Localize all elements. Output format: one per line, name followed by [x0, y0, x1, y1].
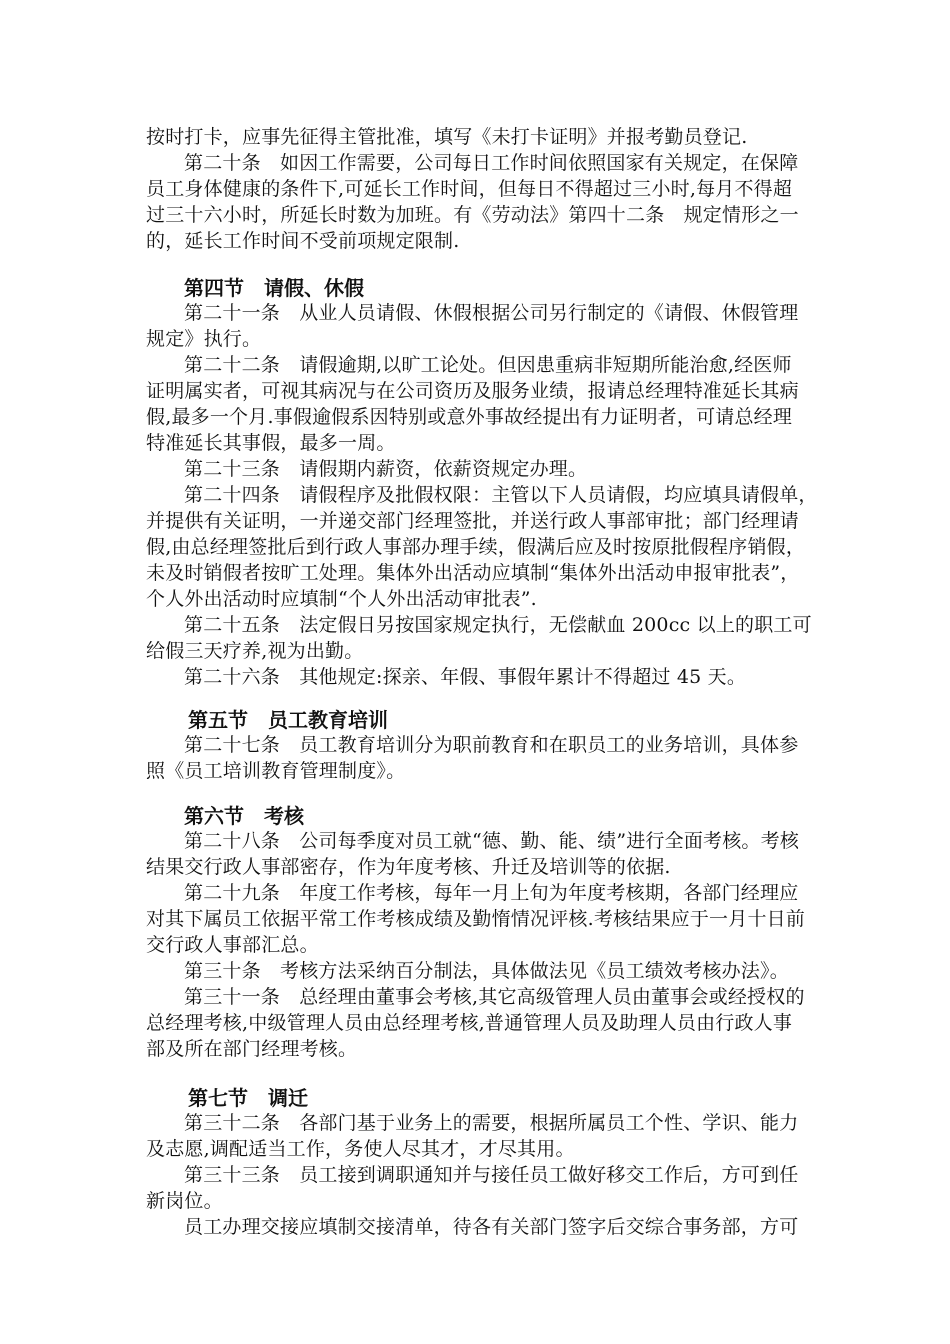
- article-26-line: 第二十六条 其他规定:探亲、年假、事假年累计不得超过 45 天。: [184, 666, 747, 688]
- section-heading-6: 第六节 考核: [184, 804, 304, 828]
- article-31-line: 第三十一条 总经理由董事会考核,其它高级管理人员由董事会或经授权的: [184, 986, 805, 1008]
- article-33-line: 第三十三条 员工接到调职通知并与接任员工做好移交工作后，方可到任: [184, 1164, 799, 1186]
- paragraph-line: 过三十六小时，所延长时数为加班。有《劳动法》第四十二条 规定情形之一: [146, 204, 799, 226]
- article-23-line: 第二十三条 请假期内薪资，依薪资规定办理。: [184, 458, 588, 480]
- article-30-line: 第三十条 考核方法采纳百分制法，具体做法见《员工绩效考核办法》。: [184, 960, 789, 982]
- paragraph-line: 员工办理交接应填制交接清单，待各有关部门签字后交综合事务部，方可: [184, 1216, 799, 1238]
- paragraph-line: 对其下属员工依据平常工作考核成绩及勤惰情况评核.考核结果应于一月十日前: [146, 908, 806, 930]
- paragraph-line: 部及所在部门经理考核。: [146, 1038, 358, 1060]
- paragraph-line: 假,由总经理签批后到行政人事部办理手续，假满后应及时按原批假程序销假，: [146, 536, 806, 558]
- paragraph-line: 假,最多一个月.事假逾假系因特别或意外事故经提出有力证明者，可请总经理: [146, 406, 793, 428]
- paragraph-line: 总经理考核,中级管理人员由总经理考核,普通管理人员及助理人员由行政人事: [146, 1012, 793, 1034]
- article-24-line: 第二十四条 请假程序及批假权限：主管以下人员请假，均应填具请假单，: [184, 484, 818, 506]
- paragraph-line: 新岗位。: [146, 1190, 223, 1212]
- paragraph-line: 给假三天疗养,视为出勤。: [146, 640, 364, 662]
- article-27-line: 第二十七条 员工教育培训分为职前教育和在职员工的业务培训，具体参: [184, 734, 799, 756]
- paragraph-line: 交行政人事部汇总。: [146, 934, 319, 956]
- paragraph-line: 结果交行政人事部密存，作为年度考核、升迁及培训等的依据.: [146, 856, 671, 878]
- paragraph-line: 证明属实者，可视其病况与在公司资历及服务业绩，报请总经理特准延长其病: [146, 380, 799, 402]
- article-22-line: 第二十二条 请假逾期,以旷工论处。但因患重病非短期所能治愈,经医师: [184, 354, 792, 376]
- paragraph-line: 个人外出活动时应填制“个人外出活动审批表”.: [146, 588, 537, 610]
- article-28-line: 第二十八条 公司每季度对员工就“德、勤、能、绩”进行全面考核。考核: [184, 830, 800, 852]
- section-heading-5: 第五节 员工教育培训: [188, 708, 388, 732]
- paragraph-line: 员工身体健康的条件下,可延长工作时间，但每日不得超过三小时,每月不得超: [146, 178, 793, 200]
- paragraph-line: 的，延长工作时间不受前项规定限制.: [146, 230, 460, 252]
- article-29-line: 第二十九条 年度工作考核，每年一月上旬为年度考核期，各部门经理应: [184, 882, 799, 904]
- article-21-line: 第二十一条 从业人员请假、休假根据公司另行制定的《请假、休假管理: [184, 302, 799, 324]
- paragraph-line: 规定》执行。: [146, 328, 262, 350]
- article-20-line: 第二十条 如因工作需要，公司每日工作时间依照国家有关规定，在保障: [184, 152, 799, 174]
- paragraph-line: 未及时销假者按旷工处理。集体外出活动应填制“集体外出活动申报审批表”，: [146, 562, 800, 584]
- section-heading-7: 第七节 调迁: [188, 1086, 308, 1110]
- paragraph-line: 并提供有关证明，一并递交部门经理签批，并送行政人事部审批；部门经理请: [146, 510, 799, 532]
- article-32-line: 第三十二条 各部门基于业务上的需要，根据所属员工个性、学识、能力: [184, 1112, 799, 1134]
- paragraph-line: 照《员工培训教育管理制度》。: [146, 760, 406, 782]
- paragraph-line: 特准延长其事假，最多一周。: [146, 432, 396, 454]
- paragraph-line: 按时打卡，应事先征得主管批准，填写《未打卡证明》并报考勤员登记.: [146, 126, 748, 148]
- paragraph-line: 及志愿,调配适当工作，务使人尽其才，才尽其用。: [146, 1138, 575, 1160]
- section-heading-4: 第四节 请假、休假: [184, 276, 364, 300]
- article-25-line: 第二十五条 法定假日另按国家规定执行，无偿献血 200cc 以上的职工可: [184, 614, 812, 636]
